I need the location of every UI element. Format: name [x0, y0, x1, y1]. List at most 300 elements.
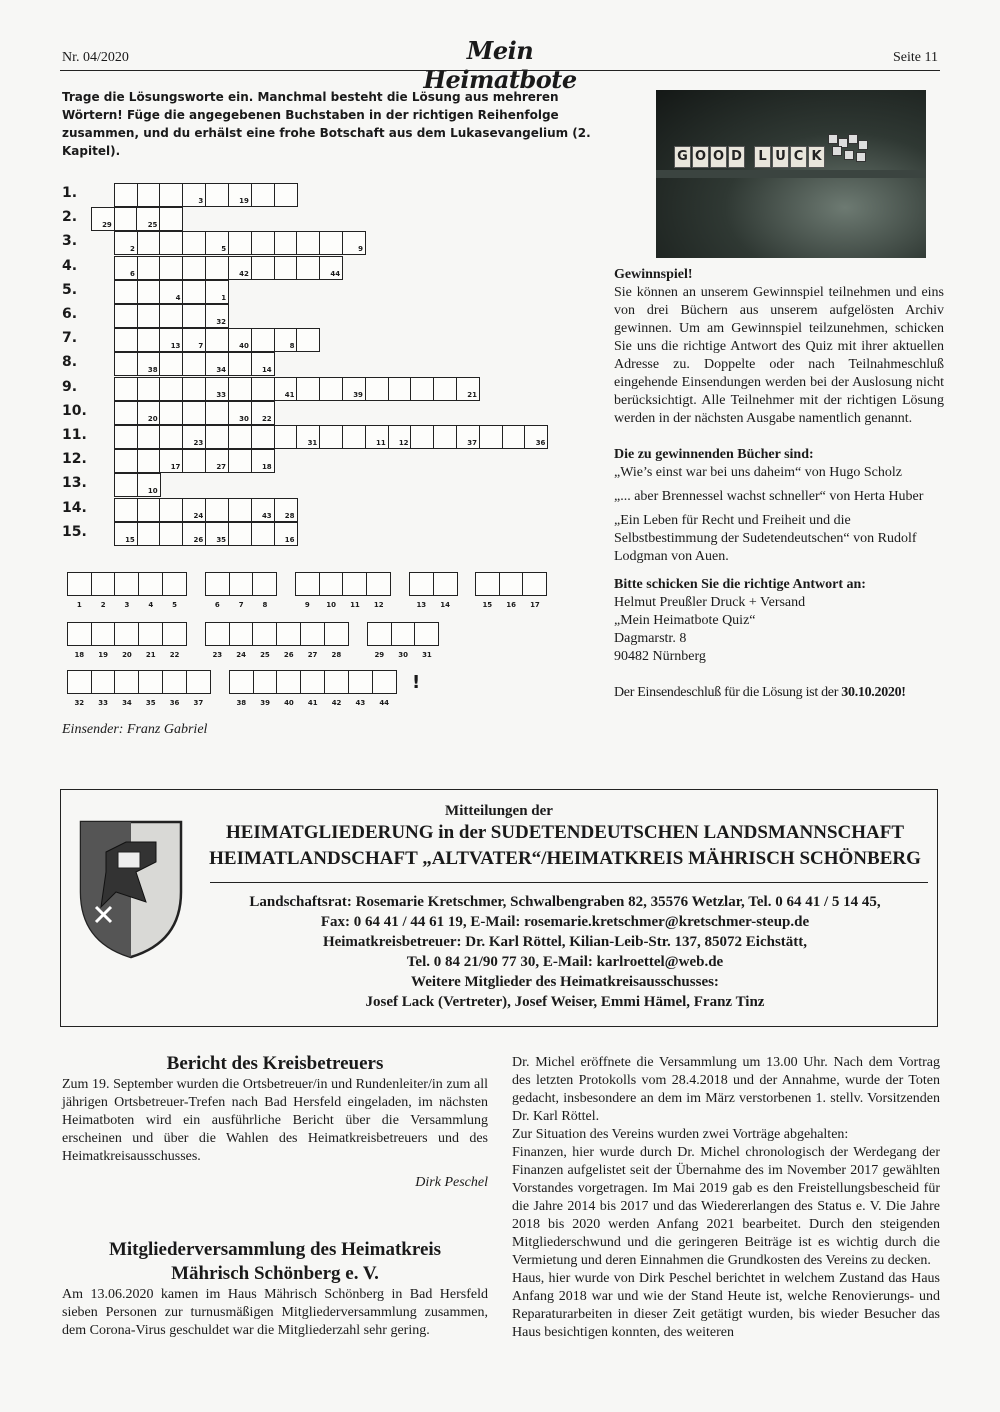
solution-cell[interactable] — [367, 622, 392, 659]
crossword-cell[interactable] — [159, 425, 183, 449]
crossword-cell[interactable] — [137, 425, 161, 449]
crossword-cell[interactable] — [137, 352, 161, 376]
solution-cell[interactable] — [162, 670, 187, 707]
crossword-cell[interactable] — [159, 231, 183, 255]
crossword-cell[interactable] — [137, 498, 161, 522]
crossword-cell[interactable] — [228, 498, 252, 522]
solution-number: 39 — [260, 699, 270, 707]
row-cells — [115, 256, 343, 280]
solution-number: 14 — [440, 601, 450, 609]
letter-tile: D — [728, 146, 745, 168]
crossword-cell[interactable] — [296, 328, 320, 352]
crossword-cell[interactable] — [296, 377, 320, 401]
crossword-cell[interactable] — [114, 328, 138, 352]
crossword-cell[interactable] — [228, 352, 252, 376]
crossword-row — [62, 304, 622, 328]
row-number: 2. — [62, 209, 78, 226]
crossword-cell[interactable] — [205, 425, 229, 449]
crossword-cell[interactable] — [137, 449, 161, 473]
crossword-cell[interactable] — [251, 522, 275, 546]
crossword-cell[interactable] — [182, 449, 206, 473]
dice-icon — [848, 134, 858, 144]
crossword-cell[interactable] — [296, 256, 320, 280]
crossword-cell[interactable] — [274, 522, 298, 546]
letter-tile: K — [808, 146, 825, 168]
crossword-row — [62, 352, 622, 376]
header-rule — [60, 70, 940, 71]
cell-number: 20 — [147, 414, 158, 423]
crossword-cell[interactable] — [228, 401, 252, 425]
cell-number: 33 — [216, 390, 227, 399]
solution-number: 17 — [530, 601, 540, 609]
solution-cell[interactable] — [319, 572, 344, 609]
crossword-cell[interactable] — [251, 231, 275, 255]
solution-word — [68, 622, 187, 659]
crossword-cell[interactable] — [319, 256, 343, 280]
crossword-cell[interactable] — [296, 425, 320, 449]
solution-cell[interactable] — [252, 622, 277, 659]
row-cells — [115, 401, 275, 425]
crossword-cell[interactable] — [205, 401, 229, 425]
solution-cell[interactable] — [162, 572, 187, 609]
article-paragraph: Dr. Michel eröffnete die Versammlung um 13.00 Uhr. Nach dem Vortrag des letzten Protokolls vom 28.4.2018 und der Annahme, wurde der Toten gedacht, insbesondere an dem im März verstorbenen 1. stellv. Vorsitzenden Dr. Karl Röttel. — [512, 1055, 940, 1124]
row-cells — [115, 304, 229, 328]
crossword-cell[interactable] — [182, 231, 206, 255]
solution-cell[interactable] — [372, 670, 397, 707]
solution-cell[interactable] — [114, 572, 139, 609]
dice-icon — [844, 150, 854, 160]
address-line: Helmut Preußler Druck + Versand — [614, 595, 806, 610]
crossword-cell[interactable] — [410, 425, 434, 449]
row-number: 1. — [62, 185, 78, 201]
solution-number: 18 — [74, 651, 85, 659]
row-cells — [115, 377, 480, 401]
row-number: 11. — [62, 427, 87, 443]
solution-number: 13 — [416, 601, 427, 609]
solution-number: 40 — [284, 699, 294, 707]
crossword-cell[interactable] — [319, 231, 343, 255]
solution-cell[interactable] — [276, 622, 301, 659]
crossword-cell[interactable] — [182, 304, 206, 328]
crossword-cell[interactable] — [182, 280, 206, 304]
crossword-cell[interactable] — [114, 377, 138, 401]
crossword-row — [62, 449, 622, 473]
crossword-cell[interactable] — [228, 183, 252, 207]
crossword-cell[interactable] — [205, 377, 229, 401]
crossword-cell[interactable] — [388, 377, 412, 401]
article-paragraph: Finanzen, hier wurde durch Dr. Michel chronologisch der Werdegang der Finanzen aufgelistet seit der Übernahme des im November 2017 gewählten Vorstandes vorgetragen. Im Mai 2019 gab es den Freistellungsbescheid für die Jahre 2014 bis 2017 und das Wiedererlangen des Status e. V. Die Jahre 2018 bis 2020 werden Anfang 2021 bearbeitet. Durch den steigenden Mitgliederschwund und die geringeren Beiträge ist es wichtig durch die Vermietung und deren Einnahmen die Grundkosten des Vereins zu decken. — [512, 1145, 940, 1268]
solution-number: 41 — [307, 699, 318, 707]
solution-cell[interactable] — [205, 622, 230, 659]
cell-number: 10 — [147, 487, 158, 496]
book-item: „... aber Brennessel wachst schneller“ von Herta Huber — [614, 489, 924, 504]
crossword-cell[interactable] — [114, 352, 138, 376]
crossword-cell[interactable] — [319, 425, 343, 449]
dice-icon — [856, 152, 866, 162]
solution-number: 26 — [283, 651, 294, 659]
crossword-cell[interactable] — [251, 352, 275, 376]
solution-word — [476, 572, 547, 609]
crossword-cell[interactable] — [319, 377, 343, 401]
crossword-cell[interactable] — [114, 449, 138, 473]
crossword-cell[interactable] — [342, 231, 366, 255]
crossword-row — [62, 256, 622, 280]
row-number: 12. — [62, 451, 87, 468]
announcement-kicker: Mitteilungen der — [445, 803, 553, 819]
crossword-cell[interactable] — [137, 328, 161, 352]
crossword-cell[interactable] — [114, 473, 138, 497]
crossword-cell[interactable] — [91, 207, 115, 231]
solution-cell[interactable] — [162, 622, 187, 659]
info-line: Fax: 0 64 41 / 44 61 19, E-Mail: rosemarie.kretschmer@kretschmer-steup.de — [320, 914, 810, 930]
crossword-cell[interactable] — [228, 328, 252, 352]
cell-number: 43 — [261, 511, 272, 520]
solution-cell[interactable] — [276, 670, 301, 707]
row-cells — [115, 449, 275, 473]
crossword-cell[interactable] — [114, 425, 138, 449]
solution-cell[interactable] — [348, 670, 373, 707]
crossword-cell[interactable] — [251, 183, 275, 207]
row-cells — [115, 231, 366, 255]
solution-number: 25 — [260, 651, 270, 659]
solution-cell[interactable] — [91, 622, 116, 659]
solution-word — [206, 622, 349, 659]
solution-cell[interactable] — [67, 622, 92, 659]
cell-number: 30 — [239, 414, 249, 423]
crossword-cell[interactable] — [274, 328, 298, 352]
crossword-cell[interactable] — [114, 280, 138, 304]
crossword-cell[interactable] — [365, 377, 389, 401]
crossword-cell[interactable] — [274, 183, 298, 207]
dice-icon — [858, 140, 868, 150]
solution-number: 37 — [193, 699, 204, 707]
crossword-cell[interactable] — [182, 522, 206, 546]
crossword-cell[interactable] — [205, 183, 229, 207]
solution-number: 27 — [307, 651, 318, 659]
crossword-cell[interactable] — [137, 377, 161, 401]
solution-number: 33 — [98, 699, 108, 707]
article-title: Bericht des Kreisbetreuers — [166, 1053, 384, 1074]
solution-cell[interactable] — [300, 622, 325, 659]
crossword-cell[interactable] — [137, 401, 161, 425]
cell-number: 44 — [330, 269, 341, 278]
crossword-cell[interactable] — [228, 522, 252, 546]
info-line: Tel. 0 84 21/90 77 30, E-Mail: karlroettel@web.de — [406, 954, 724, 970]
solution-cell[interactable] — [229, 572, 254, 609]
cell-number: 39 — [353, 390, 363, 399]
crossword-cell[interactable] — [205, 352, 229, 376]
deadline — [614, 684, 944, 702]
crossword-cell[interactable] — [159, 401, 183, 425]
crossword-cell[interactable] — [159, 256, 183, 280]
crossword-cell[interactable] — [159, 377, 183, 401]
cell-number: 2 — [129, 245, 135, 254]
announcement-info — [200, 892, 930, 1012]
solution-cell[interactable] — [138, 572, 163, 609]
cell-number: 40 — [239, 342, 249, 351]
solution-cell[interactable] — [138, 670, 163, 707]
crossword-cell[interactable] — [251, 498, 275, 522]
row-number: 6. — [62, 306, 78, 322]
solution-number: 42 — [331, 699, 342, 707]
solution-cell[interactable] — [475, 572, 500, 609]
solution-cell[interactable] — [229, 670, 254, 707]
crossword-cell[interactable] — [342, 425, 366, 449]
crossword-cell[interactable] — [159, 207, 183, 231]
crossword-cell[interactable] — [433, 425, 457, 449]
crossword-cell[interactable] — [274, 498, 298, 522]
crossword-cell[interactable] — [342, 377, 366, 401]
solution-number: 10 — [326, 601, 336, 609]
solution-cell[interactable] — [67, 670, 92, 707]
row-cells — [115, 425, 548, 449]
crossword-cell[interactable] — [479, 425, 503, 449]
address-line: 90482 Nürnberg — [614, 649, 706, 664]
address-line: „Mein Heimatbote Quiz“ — [614, 613, 756, 628]
solution-cell[interactable] — [366, 572, 391, 609]
solution-cell[interactable] — [499, 572, 524, 609]
solution-word — [68, 670, 211, 707]
cell-number: 19 — [239, 197, 249, 205]
article-body: Zum 19. September wurden die Ortsbetreuer/in und Rundenleiter/in zum all jährigen Ortsbetreuer-Trefen nach Bad Hersfeld eingeladen, im nächsten Heimatboten wird ein ausführliche Bericht über die Versammlung erscheinen und über die Wahlen des Heimatkreisbetreuers und des Heimatkreisausschusses. — [62, 1077, 488, 1164]
cell-number: 6 — [129, 269, 135, 278]
cell-number: 25 — [147, 221, 158, 230]
solution-cell[interactable] — [205, 572, 230, 609]
solution-cell[interactable] — [409, 572, 434, 609]
solution-number: 5 — [172, 601, 177, 609]
solution-number: 38 — [236, 699, 247, 707]
cell-number: 15 — [125, 535, 135, 544]
crossword-cell[interactable] — [251, 328, 275, 352]
solution-exclamation: ! — [412, 672, 421, 693]
crossword-row — [62, 207, 622, 231]
solution-cell[interactable] — [91, 572, 116, 609]
cell-number: 14 — [261, 366, 272, 375]
crossword-cell[interactable] — [388, 425, 412, 449]
crossword-cell[interactable] — [228, 231, 252, 255]
solution-number: 30 — [398, 651, 408, 659]
crossword-cell[interactable] — [114, 304, 138, 328]
crossword-cell[interactable] — [228, 256, 252, 280]
crossword-cell[interactable] — [159, 449, 183, 473]
crossword-cell[interactable] — [205, 280, 229, 304]
row-number: 15. — [62, 523, 87, 540]
solution-cell[interactable] — [324, 622, 349, 659]
crossword-cell[interactable] — [524, 425, 548, 449]
crossword-cell[interactable] — [274, 256, 298, 280]
crossword-cell[interactable] — [228, 449, 252, 473]
crossword-cell[interactable] — [251, 449, 275, 473]
crossword-row — [62, 498, 622, 522]
solution-number: 36 — [169, 699, 180, 707]
solution-number: 1 — [76, 601, 82, 609]
solution-word — [410, 572, 458, 609]
solution-cell[interactable] — [342, 572, 367, 609]
crossword-cell[interactable] — [114, 498, 138, 522]
crossword-cell[interactable] — [182, 425, 206, 449]
cell-number: 36 — [535, 439, 546, 447]
solution-number: 19 — [98, 651, 108, 659]
crossword-cell[interactable] — [137, 231, 161, 255]
crossword-cell[interactable] — [251, 377, 275, 401]
row-cells — [115, 522, 298, 546]
crossword-cell[interactable] — [159, 498, 183, 522]
crossword-cell[interactable] — [159, 522, 183, 546]
address-line: Dagmarstr. 8 — [614, 631, 687, 646]
crossword-cell[interactable] — [274, 425, 298, 449]
solution-cell[interactable] — [229, 622, 254, 659]
solution-cell[interactable] — [138, 622, 163, 659]
crossword-cell[interactable] — [159, 183, 183, 207]
book-item: „Wie’s einst war bei uns daheim“ von Hugo Scholz — [614, 465, 902, 480]
crossword-cell[interactable] — [137, 183, 161, 207]
article-signature: Dirk Peschel — [415, 1175, 488, 1190]
solution-cell[interactable] — [324, 670, 349, 707]
announcement-title-1: HEIMATGLIEDERUNG in der SUDETENDEUTSCHEN LANDSMANNSCHAFT — [225, 822, 905, 843]
row-cells — [115, 498, 298, 522]
row-number: 13. — [62, 475, 87, 492]
cell-number: 35 — [216, 535, 227, 544]
solution-cell[interactable] — [522, 572, 547, 609]
masthead-logo: Mein Heimatbote — [423, 36, 577, 94]
crossword-cell[interactable] — [114, 401, 138, 425]
row-number: 7. — [62, 330, 78, 347]
cell-number: 12 — [398, 439, 409, 447]
page-number: Seite 11 — [893, 50, 938, 65]
solution-cell[interactable] — [67, 572, 92, 609]
crossword-cell[interactable] — [114, 522, 138, 546]
crossword-cell[interactable] — [251, 256, 275, 280]
solution-number: 34 — [122, 699, 132, 707]
crossword-row — [62, 328, 622, 352]
crossword-cell[interactable] — [114, 183, 138, 207]
solution-number: 43 — [355, 699, 366, 707]
solution-cell[interactable] — [295, 572, 320, 609]
crossword-cell[interactable] — [182, 401, 206, 425]
crossword-cell[interactable] — [182, 498, 206, 522]
crossword-cell[interactable] — [456, 377, 480, 401]
crossword-cell[interactable] — [274, 231, 298, 255]
left-column — [62, 1052, 488, 1340]
letter-tile: G — [674, 146, 691, 168]
solution-number: 29 — [374, 651, 385, 659]
crossword-row — [62, 280, 622, 304]
crossword-cell[interactable] — [205, 498, 229, 522]
crossword-cell[interactable] — [159, 280, 183, 304]
crossword-cell[interactable] — [456, 425, 480, 449]
crossword-cell[interactable] — [251, 401, 275, 425]
crossword-cell[interactable] — [137, 522, 161, 546]
crossword-cell[interactable] — [159, 328, 183, 352]
solution-number: 24 — [236, 651, 246, 659]
crossword-row — [62, 522, 622, 546]
solution-cell[interactable] — [186, 670, 211, 707]
solution-number: 21 — [145, 651, 156, 659]
solution-cell[interactable] — [433, 572, 458, 609]
cell-number: 23 — [193, 439, 204, 447]
good-luck-photo — [656, 90, 926, 258]
crossword-cell[interactable] — [205, 304, 229, 328]
crossword-cell[interactable] — [205, 328, 229, 352]
crossword-cell[interactable] — [114, 207, 138, 231]
cell-number: 34 — [216, 366, 227, 375]
solution-number: 4 — [148, 601, 154, 609]
crossword-cell[interactable] — [182, 377, 206, 401]
article-title-line: Mährisch Schönberg e. V. — [171, 1263, 379, 1284]
row-number: 4. — [62, 257, 78, 274]
crossword-cell[interactable] — [228, 377, 252, 401]
crossword-cell[interactable] — [136, 207, 160, 231]
crossword-cell[interactable] — [433, 377, 457, 401]
cell-number: 26 — [193, 535, 204, 544]
solution-cell[interactable] — [91, 670, 116, 707]
solution-cell[interactable] — [414, 622, 439, 659]
cell-number: 22 — [261, 414, 272, 423]
crossword-cell[interactable] — [182, 352, 206, 376]
crossword-cell[interactable] — [159, 352, 183, 376]
article-title-line: Mitgliederversammlung des Heimatkreis — [108, 1239, 442, 1260]
cell-number: 11 — [376, 439, 386, 447]
crossword-cell[interactable] — [114, 256, 138, 280]
solution-word — [368, 622, 439, 659]
row-number: 14. — [62, 499, 87, 516]
crossword-cell[interactable] — [205, 256, 229, 280]
crossword-cell[interactable] — [228, 425, 252, 449]
crossword-cell[interactable] — [182, 256, 206, 280]
contest-heading: Gewinnspiel! — [614, 267, 693, 282]
crossword-cell[interactable] — [296, 231, 320, 255]
crossword-cell[interactable] — [205, 522, 229, 546]
crossword-cell[interactable] — [251, 425, 275, 449]
book-item: „Ein Leben für Recht und Freiheit und die Selbstbestimmung der Sudetendeutschen“ von Rudolf Lodgman von Auen. — [614, 513, 917, 564]
crossword-cell[interactable] — [365, 425, 389, 449]
announcement-title-2: HEIMATLANDSCHAFT „ALTVATER“/HEIMATKREIS MÄHRISCH SCHÖNBERG — [209, 848, 921, 869]
solution-cell[interactable] — [252, 572, 277, 609]
cell-number: 1 — [221, 293, 227, 302]
solution-number: 12 — [373, 601, 384, 609]
solution-cell[interactable] — [114, 622, 139, 659]
crossword-cell[interactable] — [114, 231, 138, 255]
crossword-cell[interactable] — [137, 473, 161, 497]
crossword-cell[interactable] — [182, 328, 206, 352]
crossword-row — [62, 425, 622, 449]
shelf — [656, 170, 926, 178]
crossword-row — [62, 473, 622, 497]
crossword-cell[interactable] — [182, 183, 206, 207]
solution-cell[interactable] — [300, 670, 325, 707]
cell-number: 41 — [284, 390, 295, 399]
solution-number: 28 — [331, 651, 342, 659]
solution-cell[interactable] — [114, 670, 139, 707]
crossword-cell[interactable] — [137, 280, 161, 304]
row-number: 3. — [62, 233, 78, 250]
solution-cell[interactable] — [391, 622, 416, 659]
crossword-cell[interactable] — [205, 449, 229, 473]
info-line: Heimatkreisbetreuer: Dr. Karl Röttel, Kilian-Leib-Str. 137, 85072 Eichstätt, — [322, 934, 808, 950]
crossword-cell[interactable] — [274, 377, 298, 401]
crossword-cell[interactable] — [159, 304, 183, 328]
crossword-cell[interactable] — [137, 304, 161, 328]
letter-tile: U — [772, 146, 789, 168]
crossword-cell[interactable] — [410, 377, 434, 401]
solution-cell[interactable] — [253, 670, 278, 707]
cell-number: 32 — [216, 318, 227, 326]
row-cells — [115, 473, 161, 497]
crossword-cell[interactable] — [502, 425, 526, 449]
crossword-cell[interactable] — [205, 231, 229, 255]
crossword-cell[interactable] — [137, 256, 161, 280]
cell-number: 31 — [307, 439, 318, 447]
